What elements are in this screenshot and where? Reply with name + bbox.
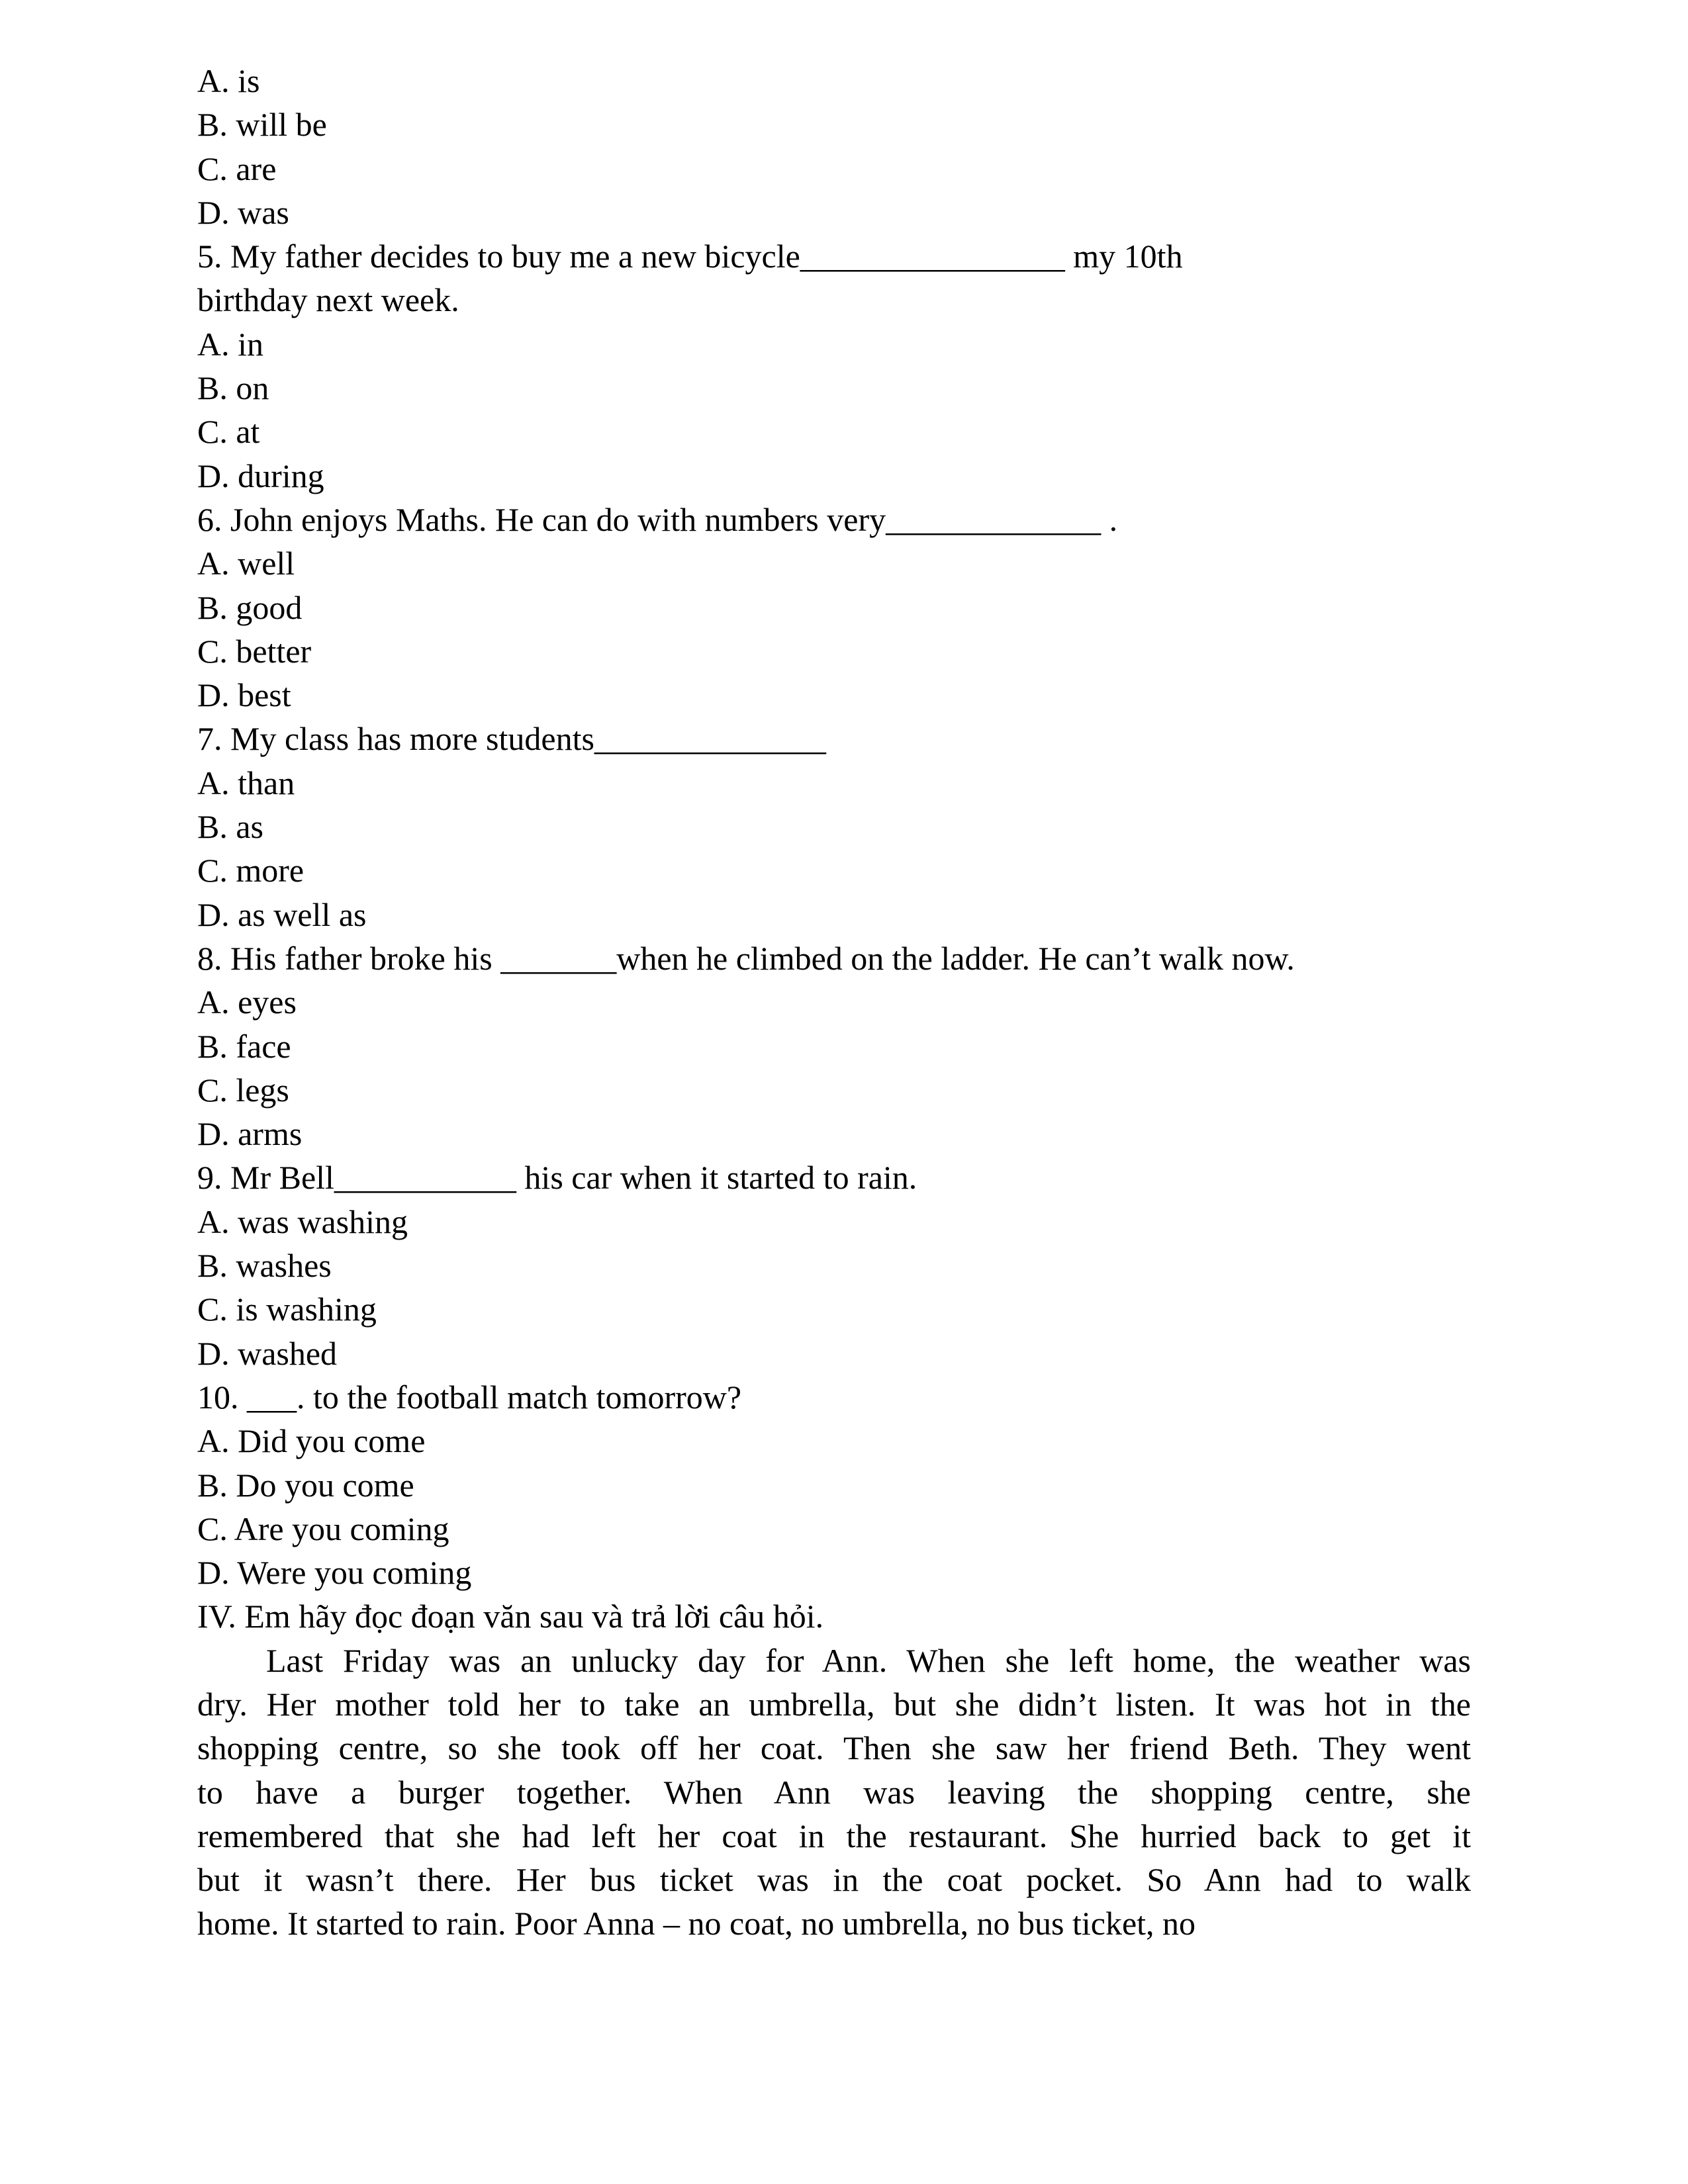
answer-option: C. more (197, 852, 305, 889)
passage-line: to have a burger together. When Ann was leaving the shopping centre, she (197, 1773, 1471, 1811)
answer-option: B. washes (197, 1247, 332, 1285)
answer-option: A. in (197, 325, 263, 363)
answer-option: B. will be (197, 106, 327, 144)
answer-option: D. washed (197, 1334, 338, 1372)
passage-line: remembered that she had left her coat in the restaurant. She hurried back to get it (197, 1817, 1471, 1854)
answer-option: C. legs (197, 1071, 289, 1109)
answer-option: A. Did you come (197, 1422, 426, 1460)
question-stem: 5. My father decides to buy me a new bicycle________________ my 10th (197, 238, 1183, 275)
question-stem: 8. His father broke his _______when he climbed on the ladder. He can’t walk now. (197, 939, 1295, 977)
answer-option: A. is (197, 62, 260, 99)
answer-option: D. Were you coming (197, 1554, 472, 1592)
answer-option: B. as (197, 808, 263, 846)
answer-option: C. are (197, 150, 277, 187)
question-stem: 9. Mr Bell___________ his car when it started to rain. (197, 1159, 917, 1197)
answer-option: D. as well as (197, 895, 367, 933)
passage-line: but it wasn’t there. Her bus ticket was in the coat pocket. So Ann had to walk (197, 1861, 1471, 1899)
answer-option: A. than (197, 764, 295, 801)
answer-option: C. Are you coming (197, 1510, 449, 1547)
question-stem: 7. My class has more students______________ (197, 720, 826, 758)
section-heading: IV. Em hãy đọc đoạn văn sau và trả lời câu hỏi. (197, 1598, 824, 1635)
question-stem: birthday next week. (197, 281, 459, 319)
answer-option: B. good (197, 588, 303, 626)
question-stem: 10. ___. to the football match tomorrow? (197, 1378, 742, 1416)
question-stem: 6. John enjoys Maths. He can do with numbers very_____________ . (197, 500, 1118, 538)
answer-option: D. arms (197, 1115, 303, 1153)
answer-option: C. is washing (197, 1291, 377, 1328)
answer-option: C. at (197, 413, 260, 451)
answer-option: C. better (197, 632, 312, 670)
answer-option: D. during (197, 457, 324, 494)
answer-option: A. eyes (197, 983, 297, 1021)
document-page (197, 59, 1471, 1946)
answer-option: A. well (197, 545, 295, 582)
answer-option: D. was (197, 193, 289, 231)
passage-line: Last Friday was an unlucky day for Ann. When she left home, the weather was (266, 1641, 1471, 1679)
passage-line: home. It started to rain. Poor Anna – no coat, no umbrella, no bus ticket, no (197, 1905, 1196, 1942)
passage-line: shopping centre, so she took off her coat. Then she saw her friend Beth. They went (197, 1729, 1471, 1767)
answer-option: D. best (197, 676, 291, 714)
answer-option: B. face (197, 1027, 291, 1065)
answer-option: A. was washing (197, 1203, 408, 1240)
answer-option: B. on (197, 369, 269, 407)
passage-line: dry. Her mother told her to take an umbrella, but she didn’t listen. It was hot in the (197, 1685, 1471, 1723)
answer-option: B. Do you come (197, 1466, 414, 1504)
